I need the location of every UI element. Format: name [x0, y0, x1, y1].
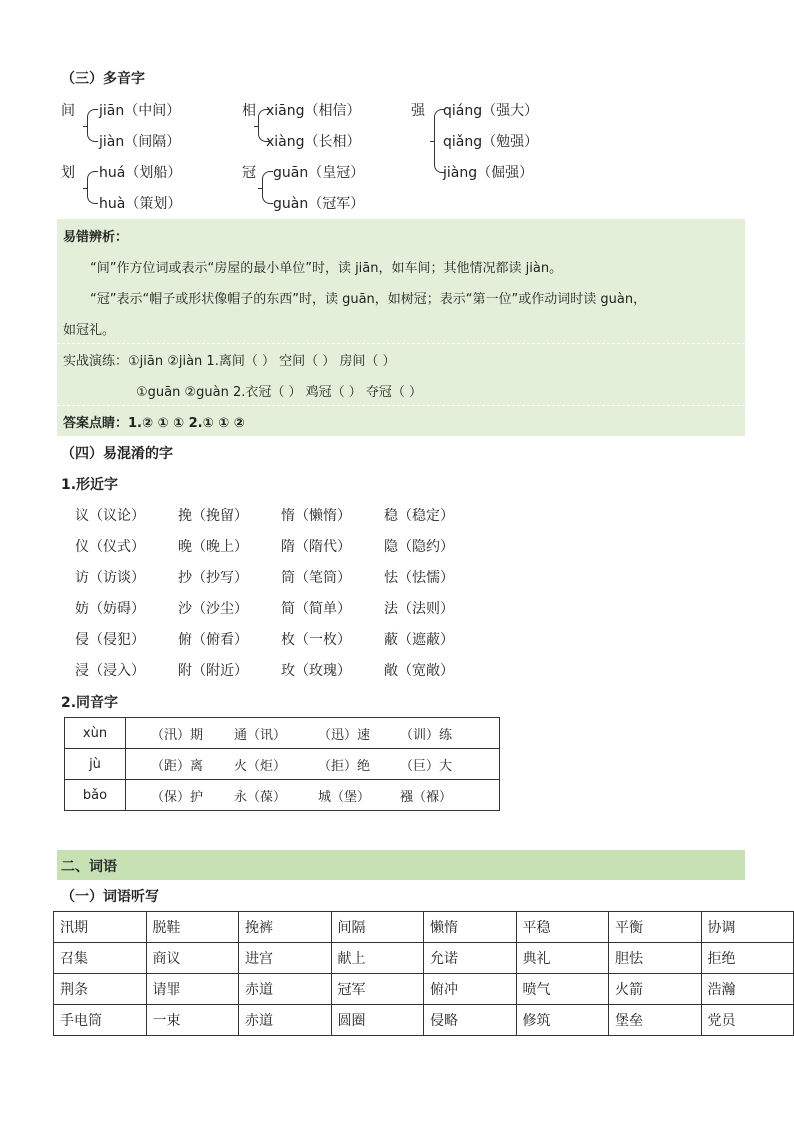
homophone-word: （距）离	[151, 758, 204, 774]
homophone-word: 火（炬）	[234, 758, 287, 774]
pinyin-cell: jù	[65, 749, 126, 780]
similar-char-item: 简（简单）	[281, 601, 351, 617]
homophone-words-cell	[126, 749, 500, 780]
polyphone-reading: guàn（冠军）	[273, 196, 365, 212]
similar-char-item: 晚（晚上）	[178, 539, 248, 555]
vocab-cell: 浩瀚	[701, 974, 794, 1005]
similar-char-item: 议（议论）	[75, 508, 145, 524]
homophone-word: （汛）期	[151, 727, 204, 743]
similar-char-item: 俯（俯看）	[178, 632, 248, 648]
homophone-word: （保）护	[151, 789, 204, 805]
similar-char-item: 挽（挽留）	[178, 508, 248, 524]
section-title: 二、词语	[61, 859, 117, 875]
vocab-cell: 典礼	[516, 943, 609, 974]
analysis-paragraph: “冠”表示“帽子或形状像帽子的东西”时，读 guān，如树冠；表示“第一位”或作动词时读 guàn，	[90, 292, 647, 307]
polyphone-heading: （三）多音字	[61, 71, 145, 87]
vocab-cell: 赤道	[239, 1005, 332, 1036]
vocab-cell: 侵略	[424, 1005, 517, 1036]
vocab-cell: 间隔	[331, 912, 424, 943]
homophone-heading: 2.同音字	[61, 695, 119, 711]
similar-char-item: 沙（沙尘）	[178, 601, 248, 617]
polyphone-reading: jiān（中间）	[99, 103, 181, 119]
similar-char-item: 妨（妨碍）	[75, 601, 145, 617]
homophone-words-cell	[126, 718, 500, 749]
vocab-cell: 协调	[701, 912, 794, 943]
table-row	[54, 912, 794, 943]
vocab-cell: 手电筒	[54, 1005, 147, 1036]
practice-line: 实战演练：①jiān ②jiàn 1.离间（ ） 空间（ ） 房间（ ）	[63, 354, 396, 369]
table-row	[65, 718, 500, 749]
similar-char-item: 筒（笔筒）	[281, 570, 351, 586]
similar-char-item: 抄（抄写）	[178, 570, 248, 586]
similar-char-item: 枚（一枚）	[281, 632, 351, 648]
similar-char-item: 怯（怯懦）	[384, 570, 454, 586]
vocab-cell: 拒绝	[701, 943, 794, 974]
similar-char-item: 玫（玫瑰）	[281, 663, 351, 679]
section-bar	[57, 850, 745, 880]
vocab-cell: 堡垒	[609, 1005, 702, 1036]
polyphone-reading: xiāng（相信）	[266, 103, 361, 119]
vocab-cell: 懒惰	[424, 912, 517, 943]
divider	[57, 405, 745, 406]
pinyin-cell: bǎo	[65, 780, 126, 811]
polyphone-char: 间	[61, 103, 75, 119]
vocab-cell: 圆圈	[331, 1005, 424, 1036]
vocab-cell: 允诺	[424, 943, 517, 974]
brace-icon	[87, 109, 98, 142]
brace-icon	[87, 171, 98, 204]
dictation-heading: （一）词语听写	[61, 889, 159, 905]
analysis-box	[57, 219, 745, 436]
analysis-paragraph: “间”作方位词或表示“房屋的最小单位”时，读 jiān，如车间；其他情况都读 jiàn。	[90, 261, 563, 276]
polyphone-reading: guān（皇冠）	[273, 165, 365, 181]
table-row	[54, 974, 794, 1005]
polyphone-reading: qiǎng（勉强）	[443, 134, 539, 150]
vocab-cell: 脱鞋	[146, 912, 239, 943]
homophone-word: 永（葆）	[234, 789, 287, 805]
polyphone-reading: qiáng（强大）	[443, 103, 539, 119]
vocab-cell: 挽裤	[239, 912, 332, 943]
homophone-word: 襁（褓）	[400, 789, 453, 805]
vocab-cell: 赤道	[239, 974, 332, 1005]
polyphone-char: 划	[61, 165, 75, 181]
vocab-cell: 召集	[54, 943, 147, 974]
polyphone-char: 冠	[242, 165, 256, 181]
vocab-table	[53, 911, 794, 1036]
polyphone-reading: jiàn（间隔）	[99, 134, 181, 150]
brace-icon	[262, 171, 273, 204]
table-row	[65, 780, 500, 811]
vocab-cell: 修筑	[516, 1005, 609, 1036]
homophone-word: 通（讯）	[234, 727, 287, 743]
similar-char-item: 仪（仪式）	[75, 539, 145, 555]
similar-char-item: 隋（隋代）	[281, 539, 351, 555]
vocab-cell: 俯冲	[424, 974, 517, 1005]
similar-char-item: 附（附近）	[178, 663, 248, 679]
vocab-cell: 汛期	[54, 912, 147, 943]
vocab-cell: 平稳	[516, 912, 609, 943]
vocab-cell: 一束	[146, 1005, 239, 1036]
vocab-cell: 平衡	[609, 912, 702, 943]
table-row	[65, 749, 500, 780]
analysis-title: 易错辨析：	[63, 230, 129, 245]
vocab-cell: 商议	[146, 943, 239, 974]
similar-char-item: 访（访谈）	[75, 570, 145, 586]
vocab-cell: 献上	[331, 943, 424, 974]
polyphone-char: 强	[411, 103, 425, 119]
similar-char-item: 稳（稳定）	[384, 508, 454, 524]
polyphone-char: 相	[242, 103, 256, 119]
similar-char-item: 浸（浸入）	[75, 663, 145, 679]
polyphone-reading: xiàng（长相）	[266, 134, 361, 150]
table-row	[54, 943, 794, 974]
divider	[57, 343, 745, 344]
homophone-word: 城（堡）	[318, 789, 371, 805]
homophone-words-cell	[126, 780, 500, 811]
polyphone-reading: huà（策划）	[99, 196, 182, 212]
pinyin-cell: xùn	[65, 718, 126, 749]
confusing-heading: （四）易混淆的字	[61, 446, 173, 462]
polyphone-reading: huá（划船）	[99, 165, 182, 181]
similar-char-item: 侵（侵犯）	[75, 632, 145, 648]
table-row	[54, 1005, 794, 1036]
vocab-cell: 冠军	[331, 974, 424, 1005]
vocab-cell: 荆条	[54, 974, 147, 1005]
homophone-word: （拒）绝	[318, 758, 371, 774]
similar-char-item: 隐（隐约）	[384, 539, 454, 555]
homophone-table	[64, 717, 500, 811]
homophone-word: （训）练	[400, 727, 453, 743]
vocab-cell: 请罪	[146, 974, 239, 1005]
similar-heading: 1.形近字	[61, 477, 119, 493]
similar-char-item: 敞（宽敞）	[384, 663, 454, 679]
vocab-cell: 胆怯	[609, 943, 702, 974]
polyphone-reading: jiàng（倔强）	[443, 165, 534, 181]
similar-char-item: 惰（懒惰）	[281, 508, 351, 524]
vocab-cell: 进宫	[239, 943, 332, 974]
practice-line: ①guān ②guàn 2.衣冠（ ） 鸡冠（ ） 夺冠（ ）	[136, 385, 423, 400]
analysis-paragraph: 如冠礼。	[63, 323, 116, 338]
similar-char-item: 蔽（遮蔽）	[384, 632, 454, 648]
answer-line: 答案点睛：1.② ① ① 2.① ① ②	[63, 416, 245, 431]
vocab-cell: 党员	[701, 1005, 794, 1036]
similar-char-item: 法（法则）	[384, 601, 454, 617]
vocab-cell: 火箭	[609, 974, 702, 1005]
vocab-cell: 喷气	[516, 974, 609, 1005]
homophone-word: （巨）大	[400, 758, 453, 774]
homophone-word: （迅）速	[318, 727, 371, 743]
